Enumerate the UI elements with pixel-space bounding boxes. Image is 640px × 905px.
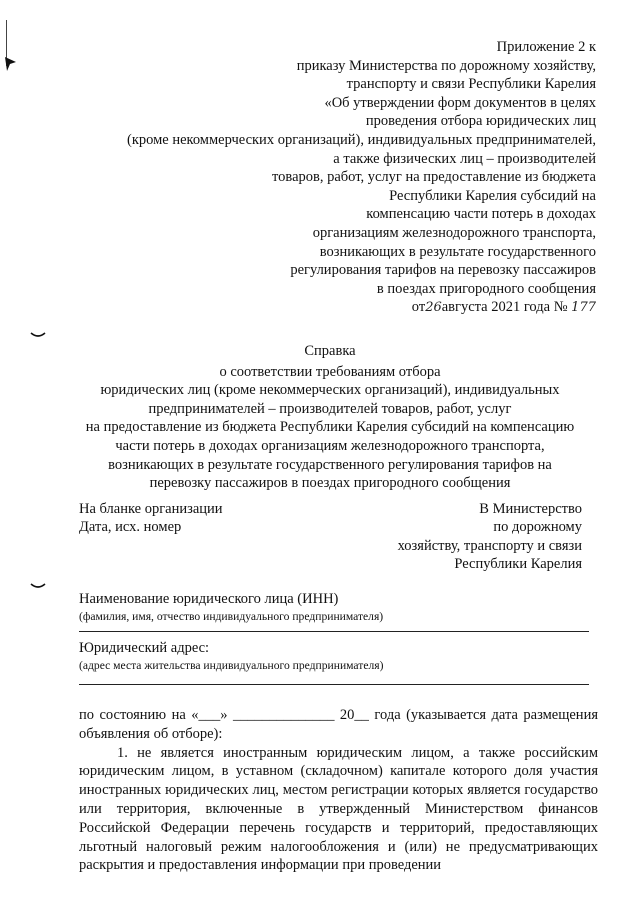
name-field-label: Наименование юридического лица (ИНН) [79,591,339,607]
appendix-line: приказу Министерства по дорожному хозяйству, [296,57,596,74]
name-field-underline [79,631,589,632]
certificate-body [79,706,598,875]
name-field [79,590,589,632]
appendix-line: организациям железнодорожного транспорта, [312,224,596,241]
title-line: юридических лиц (кроме некоммерческих организаций), индивидуальных [100,382,560,399]
address-field-underline [79,684,589,685]
order-day-handwritten: 26 [425,300,442,316]
certificate-title [60,342,600,493]
address-field-hint: (адрес места жительства индивидуального предпринимателя) [79,659,384,672]
order-date-rest: августа 2021 года № [441,299,568,316]
scan-mark-curve-1 [30,331,46,339]
order-date-line [76,298,596,318]
address-field [79,639,589,685]
scan-mark-arrow-icon [4,56,18,72]
recipient-line: по дорожному [493,519,582,536]
recipient-line: Республики Карелия [454,556,582,573]
title-line: перевозку пассажиров в поездах пригородного сообщения [149,475,511,492]
scan-mark-curve-2 [30,582,46,590]
appendix-line: проведения отбора юридических лиц [365,113,596,130]
address-field-label: Юридический адрес: [79,640,210,656]
title-word: Справка [304,343,356,359]
appendix-line: компенсацию части потерь в доходах [366,206,596,223]
appendix-line: Республики Карелия субсидий на [389,187,596,204]
date-number-label: Дата, исх. номер [79,519,182,535]
body-item-1: 1. не является иностранным юридическим лицом, а также российским юридическим лицом, в уставном (складочном) капитале которого доля участия иностранных юридических лиц, местом регистрации которых является государство или территория, включенные в утвержденный Министерством финансов Российской Федерации перечень государств и территорий, предоставляющих льготный налоговый режим налогообложения и (или) не предусматривающих раскрытия и предоставления информации при проведении [79,744,598,874]
appendix-line: а также физических лиц – производителей [333,150,596,167]
appendix-line: регулирования тарифов на перевозку пассажиров [290,262,596,279]
title-line: о соответствии требованиям отбора [219,363,441,380]
letterhead-label: На бланке организации [79,501,223,517]
appendix-line: в поездах пригородного сообщения [376,280,596,297]
recipient-line: хозяйству, транспорту и связи [397,537,582,554]
title-line: части потерь в доходах организациям железнодорожного транспорта, [115,437,545,454]
order-date-prefix: от [411,299,426,316]
name-field-hint: (фамилия, имя, отчество индивидуального предпринимателя) [79,610,384,623]
appendix-line: транспорту и связи Республики Карелия [346,76,596,93]
body-intro: по состоянию на «___» ______________ 20__ года (указывается дата размещения объявления об отборе): [79,707,598,742]
recipient-block [322,500,582,574]
recipient-line: В Министерство [479,501,582,517]
title-line: возникающих в результате государственного регулирования тарифов на [108,456,552,473]
appendix-line: товаров, работ, услуг на предоставление из бюджета [272,169,596,186]
order-number-handwritten: 177 [571,300,596,316]
appendix-line: «Об утверждении форм документов в целях [324,94,596,111]
appendix-line: (кроме некоммерческих организаций), индивидуальных предпринимателей, [127,131,596,148]
title-line: на предоставление из бюджета Республики Карелия субсидий на компенсацию [85,419,575,436]
letterhead-block [79,500,223,536]
title-line: предпринимателей – производителей товаров, работ, услуг [148,400,512,417]
appendix-line: возникающих в результате государственного [319,243,596,260]
appendix-header [76,38,596,318]
appendix-line: Приложение 2 к [496,39,596,55]
